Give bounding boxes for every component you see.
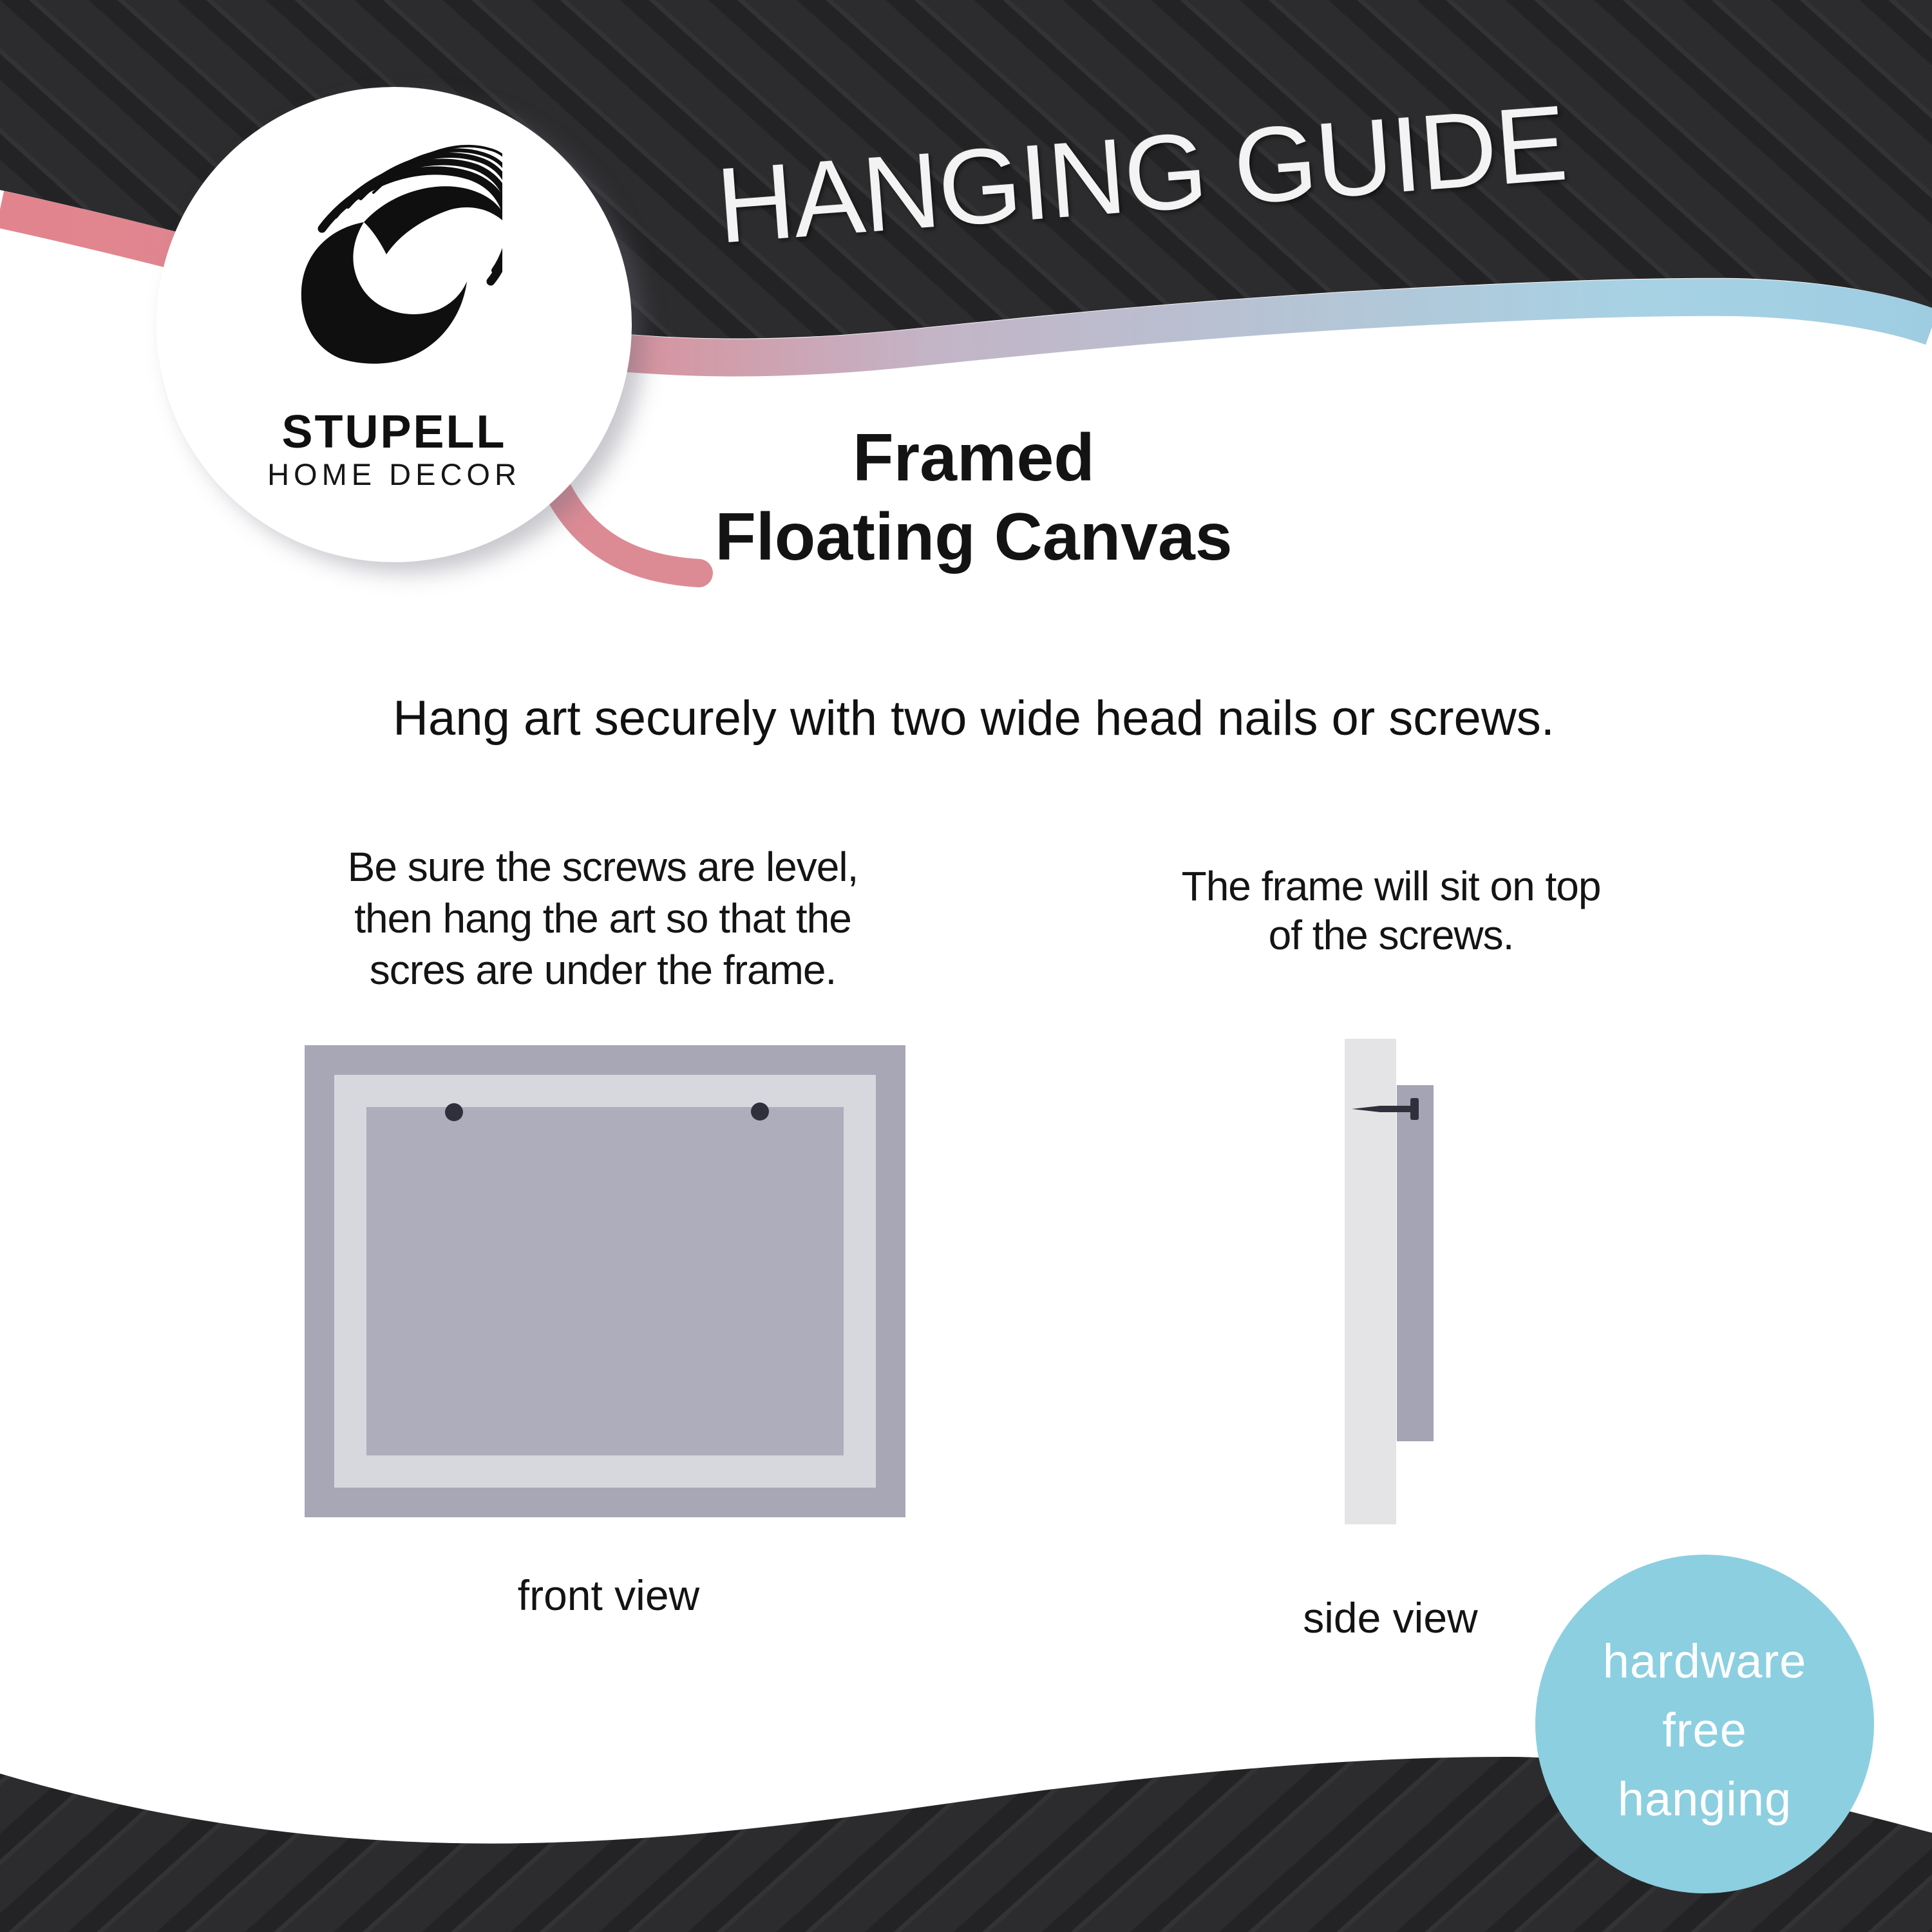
nail-icon — [1349, 1095, 1423, 1122]
screw-dot-left-icon — [445, 1103, 463, 1121]
product-title-line2: Floating Canvas — [715, 500, 1233, 574]
instruction-front-line3: scres are under the frame. — [369, 947, 837, 993]
front-view-caption: front view — [517, 1571, 700, 1619]
brand-name: STUPELL — [281, 406, 507, 458]
hardware-free-badge — [1535, 1555, 1874, 1893]
side-view-caption: side view — [1303, 1594, 1478, 1642]
product-subtitle: Hang art securely with two wide head nails or screws. — [393, 691, 1555, 746]
badge-line2: free — [1662, 1703, 1747, 1757]
front-view-canvas-panel — [366, 1107, 844, 1455]
brand-tagline: HOME DECOR — [267, 457, 521, 491]
instruction-front-line2: then hang the art so that the — [354, 895, 851, 942]
badge-text — [1535, 1627, 1874, 1833]
instruction-side-line2: of the screws. — [1268, 912, 1514, 958]
instruction-front-text — [348, 841, 858, 996]
instruction-front-line1: Be sure the screws are level, — [347, 844, 858, 890]
screw-dot-right-icon — [751, 1103, 769, 1121]
page-title: HANGING GUIDE — [712, 83, 1570, 266]
badge-line3: hanging — [1617, 1772, 1792, 1826]
instruction-side-line1: The frame will sit on top — [1181, 863, 1601, 909]
product-title-line1: Framed — [853, 421, 1095, 495]
brand-logo-circle — [156, 87, 632, 562]
product-title — [715, 419, 1232, 577]
stupell-swirl-icon — [283, 132, 502, 377]
badge-line1: hardware — [1602, 1634, 1807, 1688]
instruction-side-text — [1182, 862, 1601, 960]
side-view-frame-bar — [1397, 1085, 1434, 1441]
